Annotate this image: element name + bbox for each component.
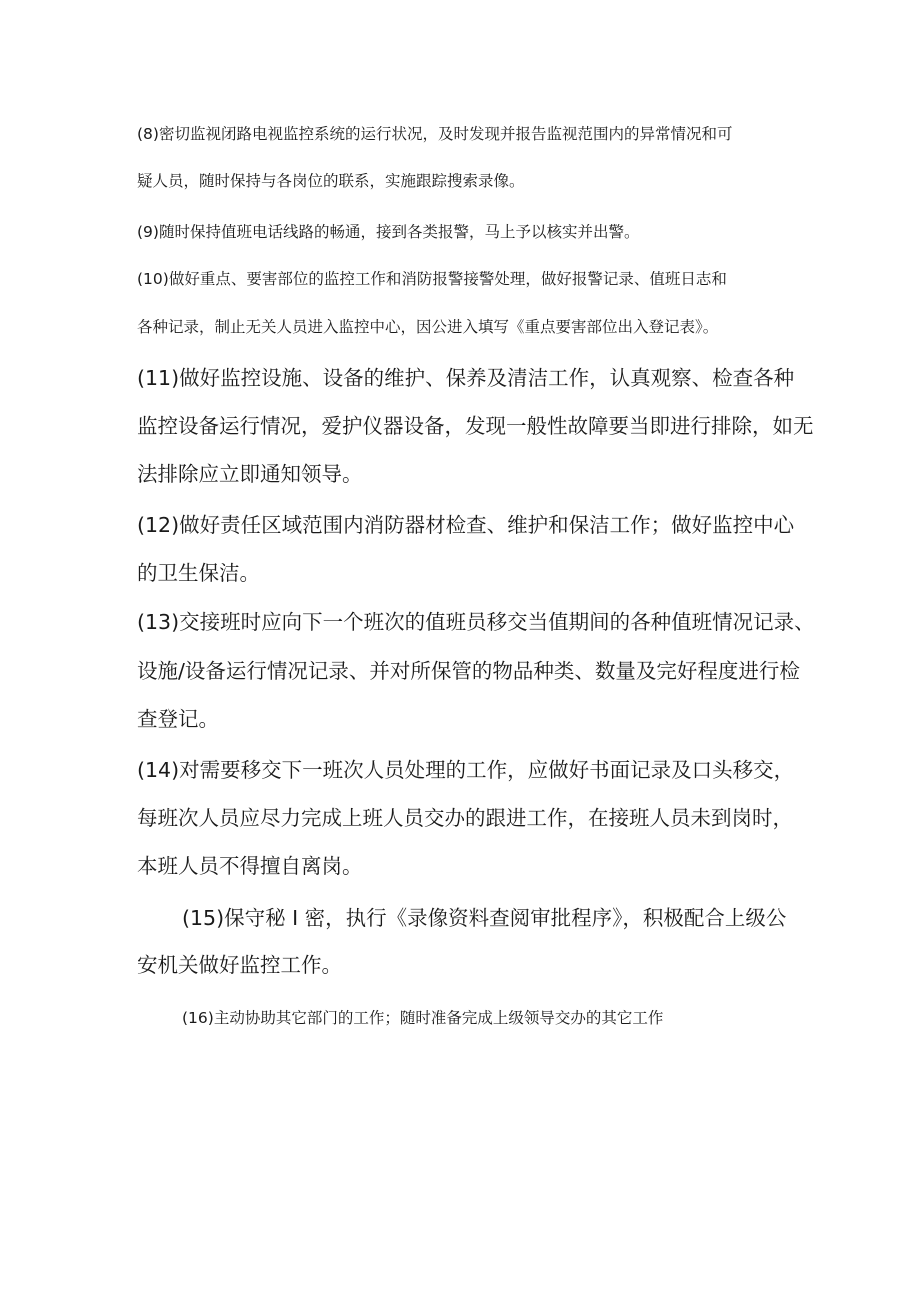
item-12-line-1: (12)做好责任区域范围内消防器材检查、维护和保洁工作；做好监控中心 <box>137 513 795 537</box>
item-10-line-2: 各种记录，制止无关人员进入监控中心，因公进入填写《重点要害部位出入登记表》。 <box>137 318 719 336</box>
item-13-line-1: (13)交接班时应向下一个班次的值班员移交当值期间的各种值班情况记录、 <box>137 610 815 634</box>
item-12-line-2: 的卫生保洁。 <box>137 561 260 585</box>
item-15-line-2: 安机关做好监控工作。 <box>137 953 342 977</box>
item-13-line-3: 查登记。 <box>137 707 219 731</box>
item-14-line-2: 每班次人员应尽力完成上班人员交办的跟进工作，在接班人员未到岗时， <box>137 806 793 830</box>
item-8-line-2: 疑人员，随时保持与各岗位的联系，实施跟踪搜索录像。 <box>137 172 525 190</box>
item-14-line-3: 本班人员不得擅自离岗。 <box>137 854 363 878</box>
item-10-line-1: (10)做好重点、要害部位的监控工作和消防报警接警处理，做好报警记录、值班日志和 <box>137 270 727 288</box>
item-14-line-1: (14)对需要移交下一班次人员处理的工作，应做好书面记录及口头移交， <box>137 758 795 782</box>
item-11-line-3: 法排除应立即通知领导。 <box>137 462 363 486</box>
item-15-line-1: (15)保守秘 I 密，执行《录像资料查阅审批程序》，积极配合上级公 <box>182 906 787 930</box>
item-13-line-2: 设施/设备运行情况记录、并对所保管的物品种类、数量及完好程度进行检 <box>137 659 800 683</box>
item-11-line-2: 监控设备运行情况，爱护仪器设备，发现一般性故障要当即进行排除，如无 <box>137 414 814 438</box>
item-8-line-1: (8)密切监视闭路电视监控系统的运行状况，及时发现并报告监视范围内的异常情况和可 <box>137 125 733 143</box>
item-9-line-1: (9)随时保持值班电话线路的畅通，接到各类报警，马上予以核实并出警。 <box>137 223 640 241</box>
item-16-line-1: (16)主动协助其它部门的工作；随时准备完成上级领导交办的其它工作 <box>182 1009 664 1027</box>
item-11-line-1: (11)做好监控设施、设备的维护、保养及清洁工作，认真观察、检查各种 <box>137 366 795 390</box>
